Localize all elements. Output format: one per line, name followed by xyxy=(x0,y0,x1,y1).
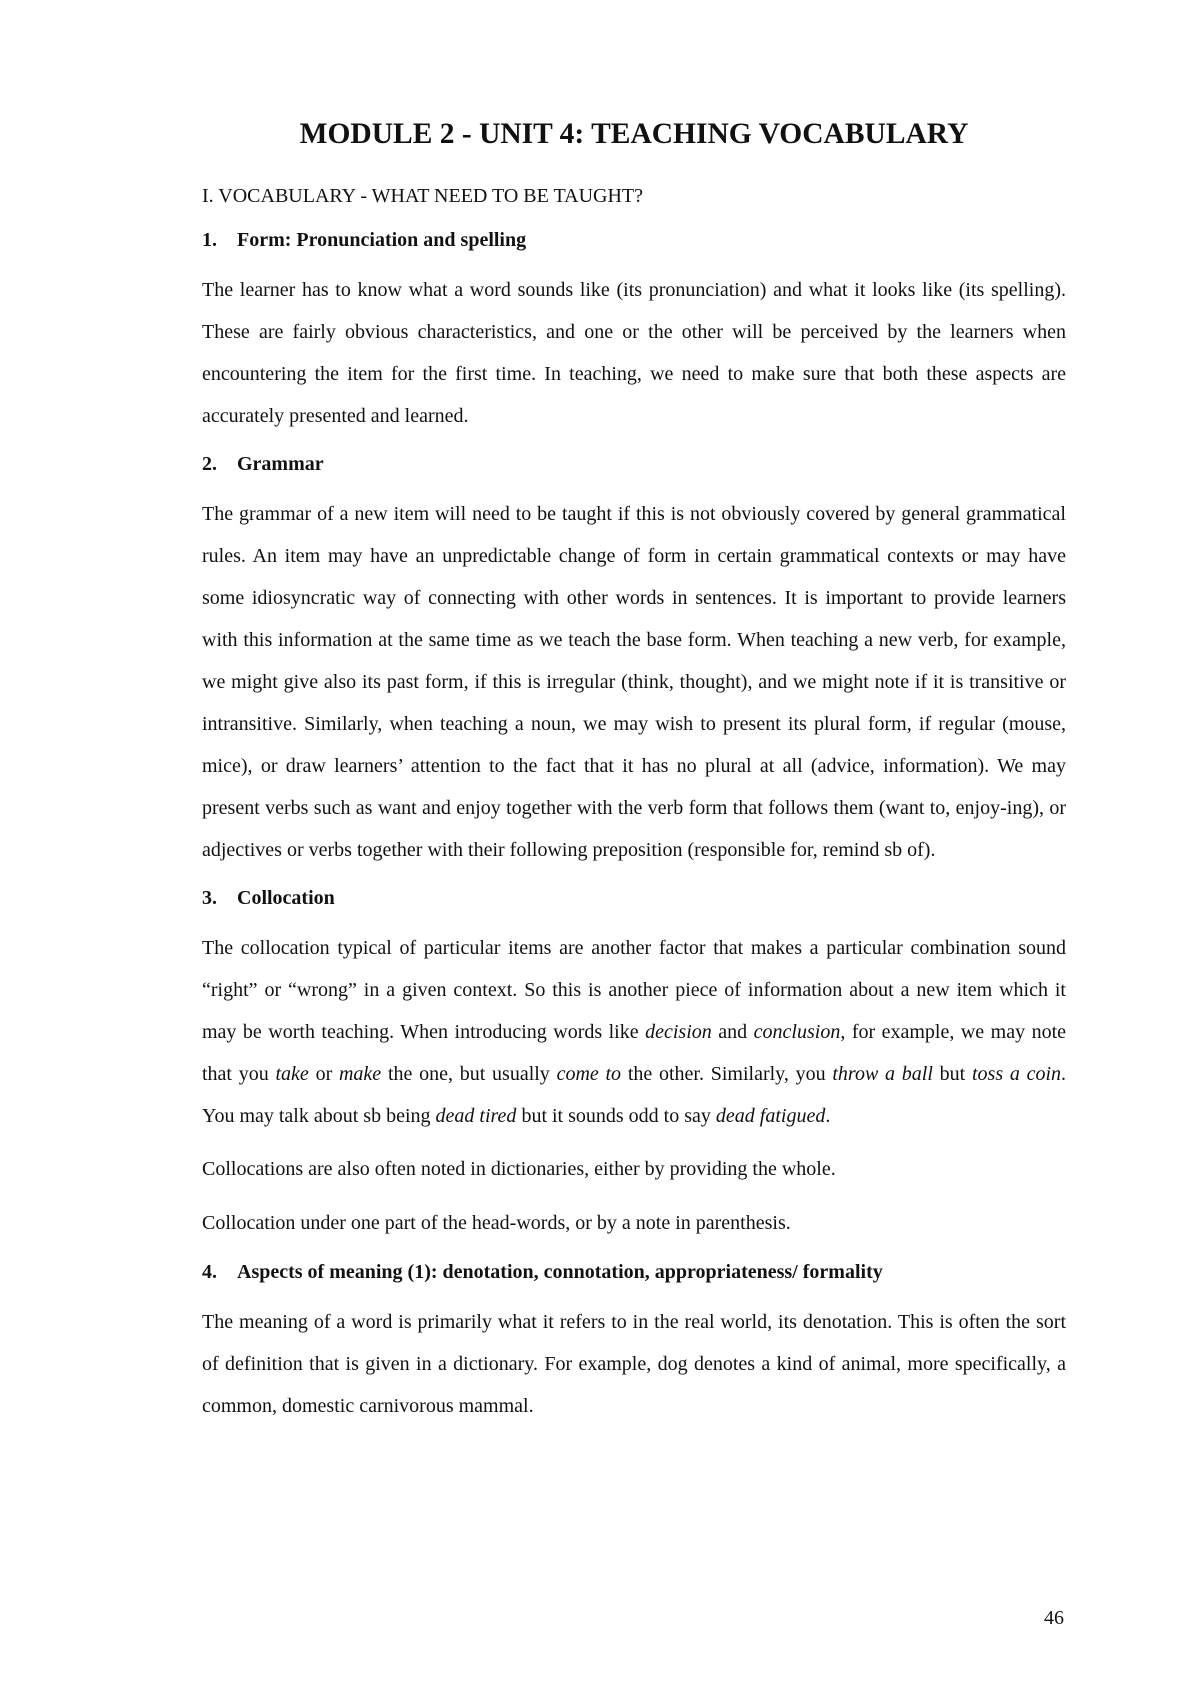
text-run: and xyxy=(718,1021,748,1043)
subheading-form xyxy=(202,225,1066,255)
subheading-text: Collocation xyxy=(237,887,335,909)
italic-example: take xyxy=(275,1063,309,1085)
text-run: the one, but usually xyxy=(387,1063,550,1085)
text-run: but xyxy=(939,1063,966,1085)
italic-example: dead fatigued xyxy=(715,1105,826,1127)
italic-example: decision xyxy=(645,1021,712,1043)
subheading-number: 1. xyxy=(202,229,217,251)
paragraph-meaning: The meaning of a word is primarily what it refers to in the real world, its denotation. This is often the sort of definition that is given in a dictionary. For example, dog denotes a kind of animal, more specifically, a common, domestic carnivorous mammal. xyxy=(202,1311,1066,1417)
subheading-meaning xyxy=(202,1257,1066,1287)
subheading-text: Form: Pronunciation and spelling xyxy=(237,229,527,251)
text-run: the other. Similarly, you xyxy=(627,1063,826,1085)
text-run: but it sounds odd to say xyxy=(521,1105,711,1127)
italic-example: toss a coin xyxy=(971,1063,1062,1085)
italic-example: come to xyxy=(556,1063,622,1085)
paragraph-collocation-dictionaries: Collocations are also often noted in dictionaries, either by providing the whole. xyxy=(202,1158,836,1180)
subheading-text: Grammar xyxy=(237,453,324,475)
paragraph-grammar: The grammar of a new item will need to be taught if this is not obviously covered by general grammatical rules. An item may have an unpredictable change of form in certain grammatical contexts or may have some idiosyncratic way of connecting with other words in sentences. It is important to provide learners with this information at the same time as we teach the base form. When teaching a new verb, for example, we might give also its past form, if this is irregular (think, thought), and we might note if it is transitive or intransitive. Similarly, when teaching a noun, we may wish to present its plural form, if regular (mouse, mice), or draw learners’ attention to the fact that it has no plural at all (advice, information). We may present verbs such as want and enjoy together with the verb form that follows them (want to, enjoy-ing), or adjectives or verbs together with their following preposition (responsible for, remind sb of). xyxy=(202,503,1066,861)
text-run: , for example, we may note that you xyxy=(202,1021,1067,1085)
text-run: . xyxy=(825,1105,831,1127)
paragraph-collocation xyxy=(202,927,1066,1137)
text-run: The collocation typical of particular items are another factor that makes a particular combination sound “right” or “wrong” in a given context. So this is another piece of information about a new item which it may be worth teaching. When introducing words like xyxy=(202,937,1066,1043)
italic-example: conclusion xyxy=(753,1021,841,1043)
text-run: or xyxy=(315,1063,333,1085)
italic-example: make xyxy=(338,1063,382,1085)
page-number: 46 xyxy=(1044,1607,1064,1629)
paragraph-form: The learner has to know what a word sounds like (its pronunciation) and what it looks like (its spelling). These are fairly obvious characteristics, and one or the other will be perceived by the learners when encountering the item for the first time. In teaching, we need to make sure that both these aspects are accurately presented and learned. xyxy=(202,279,1066,427)
subheading-grammar xyxy=(202,449,1066,479)
paragraph-collocation-headwords: Collocation under one part of the head-words, or by a note in parenthesis. xyxy=(202,1212,791,1234)
text-run: . You may talk about sb being xyxy=(202,1063,1067,1127)
subheading-number: 4. xyxy=(202,1261,217,1283)
page-content xyxy=(202,112,1066,1439)
subheading-number: 2. xyxy=(202,453,217,475)
italic-example: throw a ball xyxy=(832,1063,933,1085)
section-heading: I. VOCABULARY - WHAT NEED TO BE TAUGHT? xyxy=(202,185,643,207)
subheading-text: Aspects of meaning (1): denotation, connotation, appropriateness/ formality xyxy=(237,1261,883,1283)
subheading-collocation xyxy=(202,883,1066,913)
page-title: MODULE 2 - UNIT 4: TEACHING VOCABULARY xyxy=(299,118,969,150)
italic-example: dead tired xyxy=(435,1105,517,1127)
subheading-number: 3. xyxy=(202,887,217,909)
